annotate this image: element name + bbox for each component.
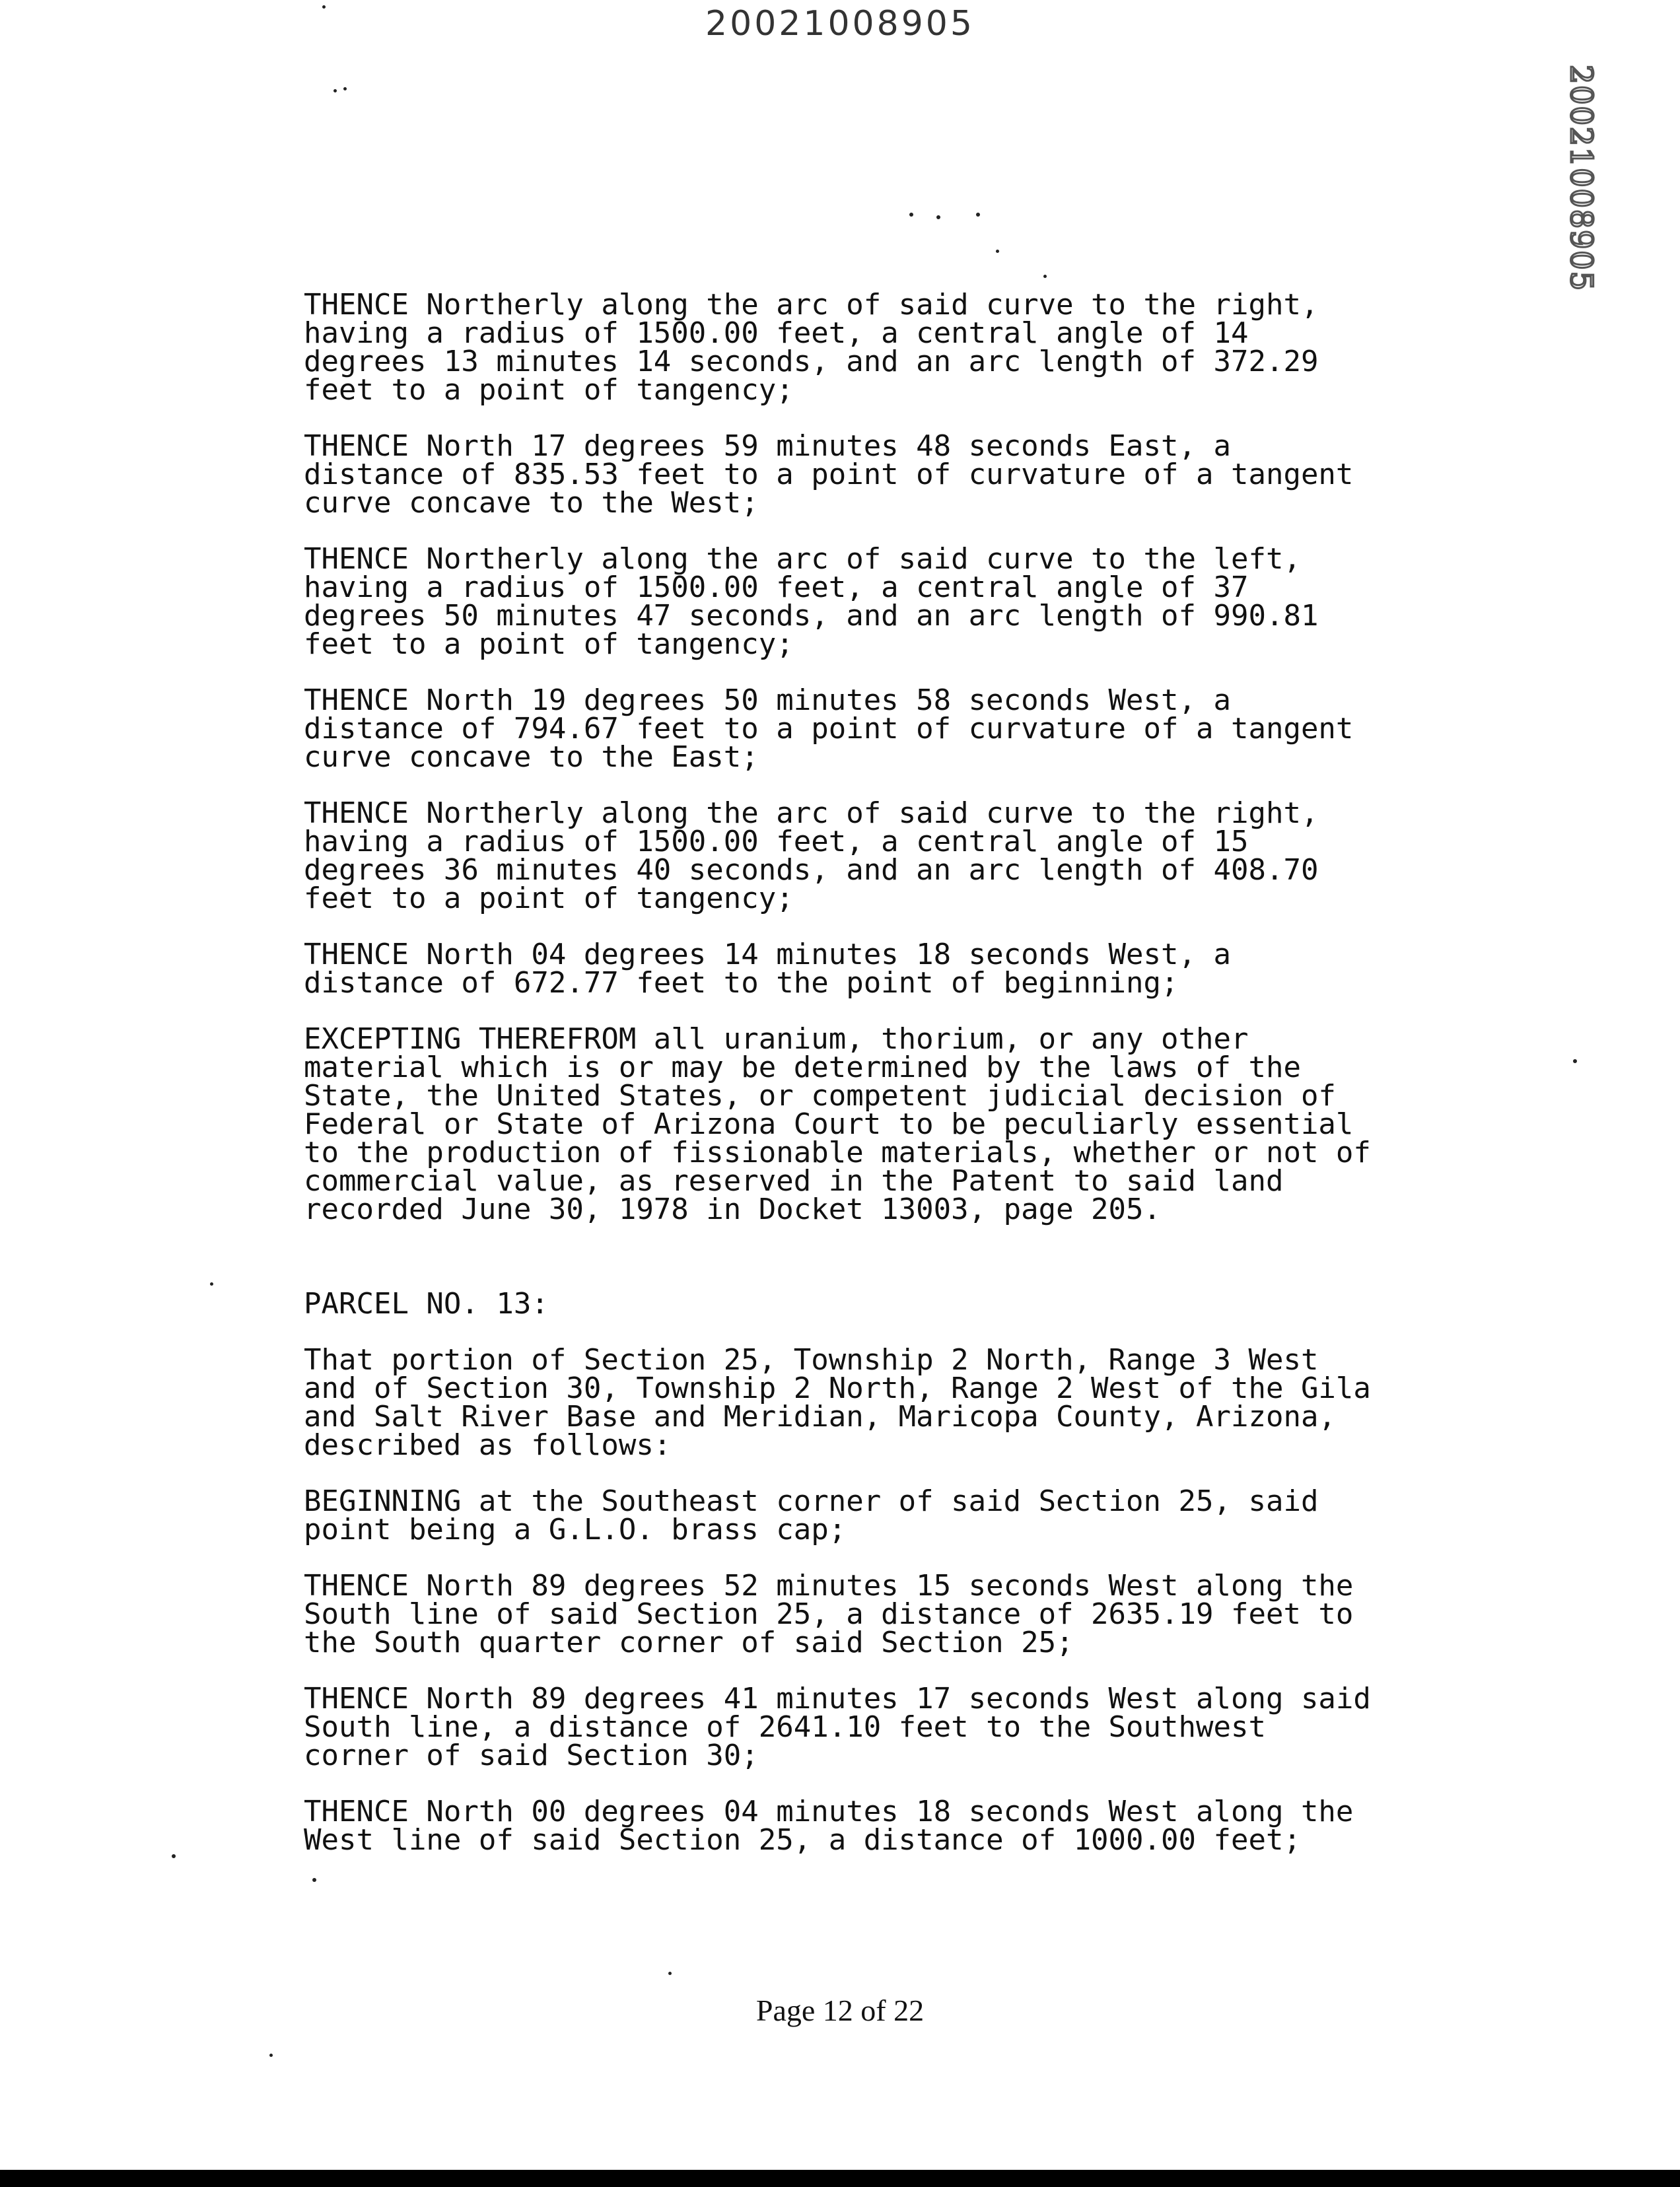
scan-speck (269, 2054, 273, 2057)
legal-description (304, 288, 1466, 1882)
page-number: Page 12 of 22 (755, 1994, 925, 2027)
parcel-heading: PARCEL NO. 13: (304, 1287, 549, 1321)
course-paragraph: THENCE North 19 degrees 50 minutes 58 seconds West, a distance of 794.67 feet to a point of curvature of a tangent curve concave to the East; (304, 683, 1354, 774)
scan-speck (976, 213, 980, 217)
parcel-paragraph: THENCE North 00 degrees 04 minutes 18 seconds West along the West line of said Section 25, a distance of 1000.00 feet; (304, 1795, 1354, 1857)
course-paragraph: THENCE Northerly along the arc of said curve to the right, having a radius of 1500.00 feet, a central angle of 15 degrees 36 minutes 40 seconds, and an arc length of 408.70 feet to a point of tangency; (304, 796, 1319, 915)
side-recording-stamp (1555, 65, 1608, 292)
course-paragraph: THENCE Northerly along the arc of said curve to the left, having a radius of 1500.00 feet, a central angle of 37 degrees 50 minutes 47 seconds, and an arc length of 990.81 feet to a point of tangency; (304, 542, 1319, 661)
parcel-paragraph: THENCE North 89 degrees 52 minutes 15 seconds West along the South line of said Section 25, a distance of 2635.19 feet to the South quarter corner of said Section 25; (304, 1569, 1354, 1659)
scan-speck (1573, 1059, 1577, 1063)
excepting-paragraph: EXCEPTING THEREFROM all uranium, thorium, or any other material which is or may be determined by the laws of the State, the United States, or competent judicial decision of Federal or State of Arizona Court to be peculiarly essential to the production of fissionable materials, whether or not of commercial value, as reserved in the Patent to said land recorded June 30, 1978 in Docket 13003, page 205. (304, 1022, 1371, 1226)
scan-speck (909, 213, 913, 217)
parcel-paragraph: That portion of Section 25, Township 2 North, Range 3 West and of Section 30, Township 2 North, Range 2 West of the Gila and Salt River Base and Meridian, Maricopa County, Arizona, described as follows: (304, 1343, 1371, 1462)
parcel-paragraph: BEGINNING at the Southeast corner of said Section 25, said point being a G.L.O. brass cap; (304, 1484, 1319, 1546)
scan-speck (668, 1972, 672, 1975)
scan-speck (996, 250, 999, 253)
scan-speck (172, 1854, 176, 1858)
scan-speck (210, 1282, 213, 1286)
course-paragraph: THENCE North 17 degrees 59 minutes 48 seconds East, a distance of 835.53 feet to a point of curvature of a tangent curve concave to the West; (304, 429, 1354, 520)
scan-speck (322, 5, 326, 9)
course-paragraph: THENCE Northerly along the arc of said curve to the right, having a radius of 1500.00 feet, a central angle of 14 degrees 13 minutes 14 seconds, and an arc length of 372.29 feet to a point of tangency; (304, 288, 1319, 407)
scan-speck (936, 215, 940, 219)
scan-bottom-edge (0, 2170, 1680, 2187)
side-stamp-text: 20021008905 (1564, 65, 1599, 292)
parcel-paragraph: THENCE North 89 degrees 41 minutes 17 seconds West along said South line, a distance of 2641.10 feet to the Southwest corner of said Section 30; (304, 1682, 1371, 1772)
course-paragraph: THENCE North 04 degrees 14 minutes 18 seconds West, a distance of 672.77 feet to the point of beginning; (304, 938, 1231, 1000)
scan-speck (333, 89, 337, 92)
document-number: 20021008905 (705, 4, 975, 44)
scan-speck (343, 87, 347, 90)
scan-speck (1043, 275, 1047, 278)
